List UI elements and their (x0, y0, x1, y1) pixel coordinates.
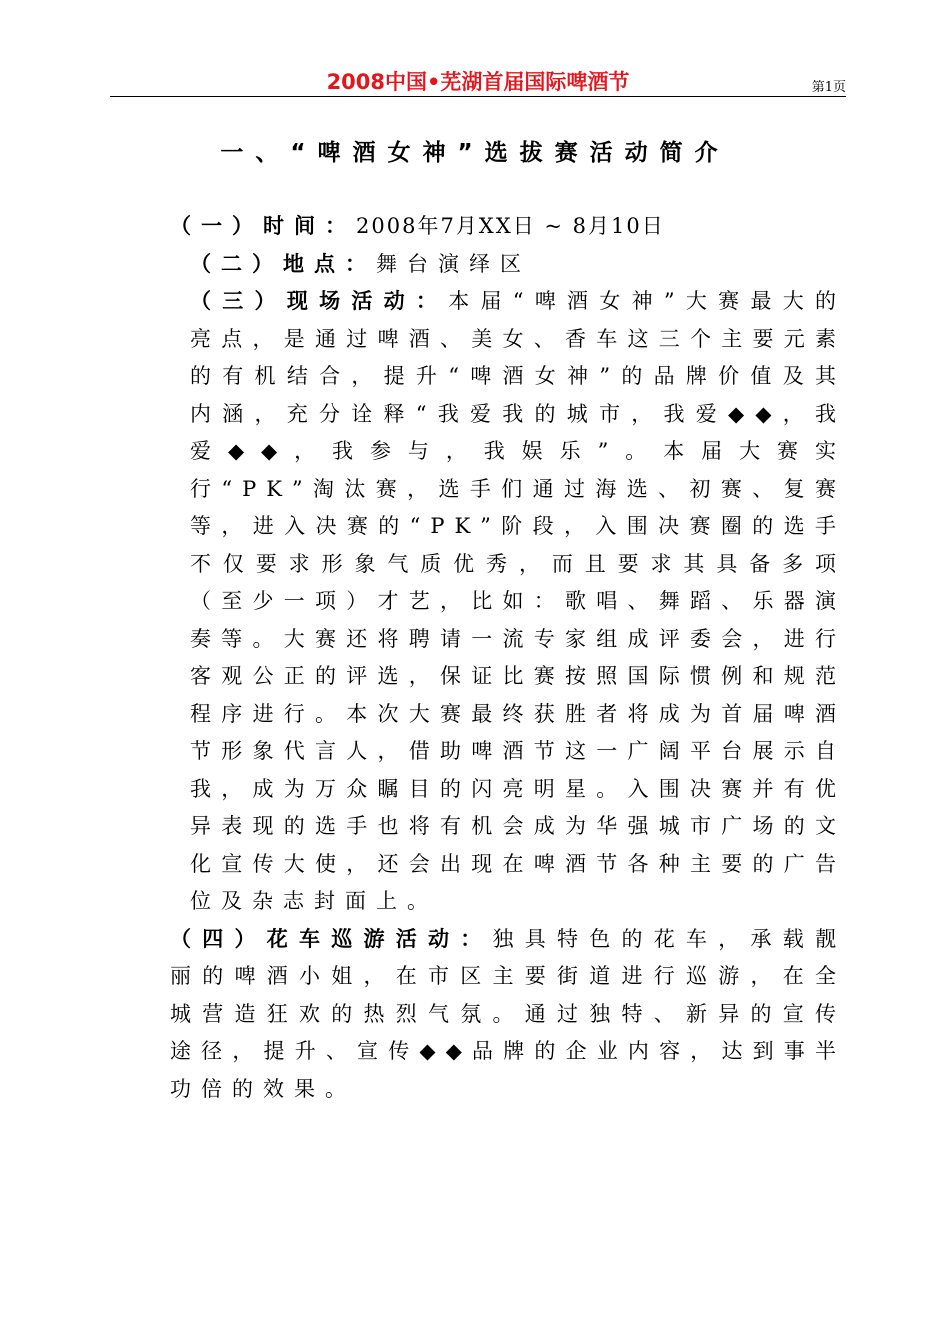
item-time-text: 2008年7月XX日 ~ 8月10日 (356, 214, 665, 238)
page-header (110, 64, 846, 97)
header-title: 2008中国•芜湖首届国际啤酒节 (326, 70, 630, 94)
page-number: 第1页 (811, 80, 846, 95)
item-onsite-activity (116, 283, 846, 921)
item-location-text: 舞台演绎区 (376, 251, 531, 276)
item-time-label: （一）时间： (170, 214, 356, 238)
item-onsite-activity-label: （三）现场活动： (190, 289, 449, 313)
item-float-parade-label: （四）花车巡游活动： (170, 926, 493, 951)
item-location (116, 246, 846, 284)
item-onsite-activity-text: 本届“啤酒女神”大赛最大的亮点，是通过啤酒、美女、香车这三个主要元素的有机结合，提升“啤酒女神”的品牌价值及其内涵，充分诠释“我爱我的城市，我爱◆◆，我爱◆◆，我参与，我娱乐”。本届大赛实行“PK”淘汰赛，选手们通过海选、初赛、复赛等，进入决赛的“PK”阶段，入围决赛圈的选手不仅要求形象气质优秀，而且要求其具备多项（至少一项）才艺，比如：歌唱、舞蹈、乐器演奏等。大赛还将聘请一流专家组成评委会，进行客观公正的评选，保证比赛按照国际惯例和规范程序进行。本次大赛最终获胜者将成为首届啤酒节形象代言人，借助啤酒节这一广阔平台展示自我，成为万众瞩目的闪亮明星。入围决赛并有优异表现的选手也将有机会成为华强城市广场的文化宣传大使，还会出现在啤酒节各种主要的广告位及杂志封面上。 (190, 289, 846, 913)
section-title: 一、“啤酒女神”选拔赛活动简介 (220, 140, 730, 166)
item-time (116, 208, 846, 246)
item-float-parade-text: 独具特色的花车，承载靓丽的啤酒小姐，在市区主要街道进行巡游，在全城营造狂欢的热烈气氛。通过独特、新异的宣传途径，提升、宣传◆◆品牌的企业内容，达到事半功倍的效果。 (170, 926, 846, 1101)
item-location-label: （二）地点： (190, 251, 376, 276)
document-body (116, 208, 846, 1108)
item-float-parade (116, 921, 846, 1109)
